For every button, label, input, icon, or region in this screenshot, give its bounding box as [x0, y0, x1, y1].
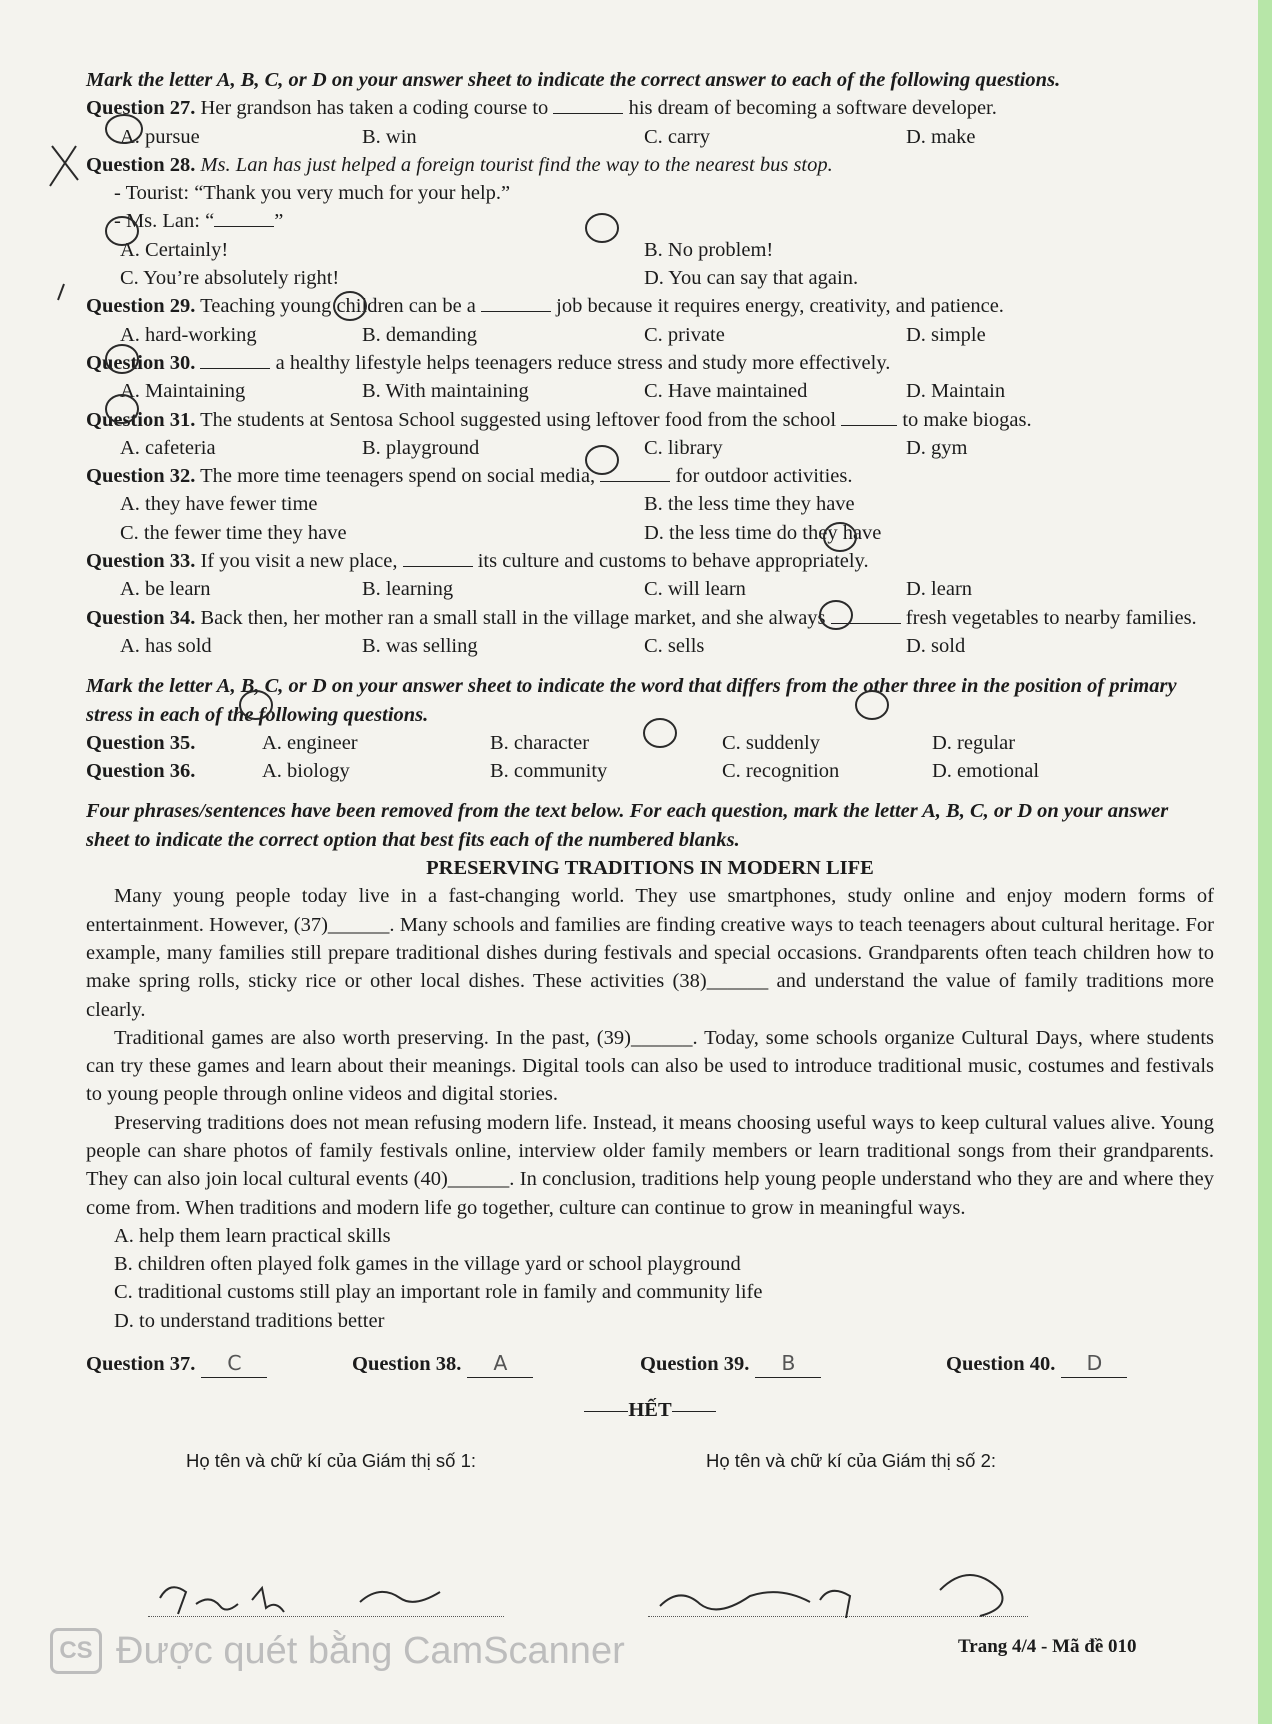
option-a[interactable]: A. hard-working: [120, 323, 257, 346]
camscanner-icon: CS: [50, 1628, 102, 1674]
dialogue-line-1: - Tourist: “Thank you very much for your help.”: [114, 182, 511, 205]
question-stem: Ms. Lan has just helped a foreign tourist find the way to the nearest bus stop.: [200, 153, 833, 176]
question-label: Question 31.: [86, 408, 196, 431]
answer-blank: [553, 95, 623, 114]
option-b[interactable]: B. win: [362, 125, 417, 148]
choice-c: C. traditional customs still play an important role in family and community life: [114, 1281, 763, 1304]
options-34: [86, 632, 1214, 660]
answer-37: [86, 1349, 352, 1378]
option-b[interactable]: B. learning: [362, 578, 454, 601]
question-stem: Teaching young children can be a: [200, 295, 476, 318]
option-b[interactable]: B. playground: [362, 436, 480, 459]
question-stem-end: its culture and customs to behave appropriately.: [477, 550, 869, 573]
question-label: Question 34.: [86, 606, 196, 629]
answer-blank: [481, 293, 551, 312]
page-edge: [1258, 0, 1272, 1724]
option-b[interactable]: B. character: [490, 731, 590, 754]
question-33: [86, 547, 1214, 575]
passage-title: PRESERVING TRADITIONS IN MODERN LIFE: [426, 857, 874, 880]
options-32-row2: [86, 519, 1214, 547]
dialogue-line-2: [86, 207, 1214, 235]
answer-blank: [214, 208, 274, 227]
question-label: Question 29.: [86, 295, 196, 318]
option-a[interactable]: A. Maintaining: [120, 380, 246, 403]
camscanner-watermark: [50, 1628, 625, 1674]
answer-39: [640, 1349, 946, 1378]
option-c[interactable]: C. recognition: [722, 760, 840, 783]
options-28-row1: [86, 236, 1214, 264]
options-28-row2: [86, 264, 1214, 292]
answer-label: Question 40.: [946, 1353, 1056, 1376]
answer-value[interactable]: C: [201, 1349, 267, 1378]
question-stem: Back then, her mother ran a small stall in the village market, and she always: [200, 606, 826, 629]
question-stem-end: job because it requires energy, creativity, and patience.: [556, 295, 1004, 318]
exam-page: [86, 66, 1214, 1475]
question-stem: The students at Sentosa School suggested using leftover food from the school: [200, 408, 837, 431]
question-label: Question 33.: [86, 550, 196, 573]
passage-paragraph-2: Traditional games are also worth preserving. In the past, (39)______. Today, some schools organize Cultural Days, where students can try these games and learn about their meanings. Digital tools can also be used to introduce traditional music, costumes and festivals to young people through online videos and digital stories.: [86, 1026, 1214, 1106]
question-34: [86, 604, 1214, 632]
option-d[interactable]: D. Maintain: [906, 380, 1006, 403]
question-stem-end: for outdoor activities.: [675, 465, 853, 488]
question-stem: Her grandson has taken a coding course to: [200, 97, 549, 120]
option-a[interactable]: A. biology: [262, 760, 350, 783]
options-27: [86, 123, 1214, 151]
examiner-1-label: Họ tên và chữ kí của Giám thị số 1:: [186, 1449, 477, 1471]
camscanner-text: Được quét bằng CamScanner: [116, 1629, 625, 1672]
option-d[interactable]: D. simple: [906, 323, 986, 346]
answer-value[interactable]: A: [467, 1349, 533, 1378]
answer-blank: [841, 407, 897, 426]
option-c[interactable]: C. the fewer time they have: [120, 521, 347, 544]
question-36: [86, 757, 1214, 785]
answer-38: [352, 1349, 640, 1378]
question-30: [86, 349, 1214, 377]
question-label: Question 28.: [86, 153, 196, 176]
passage-paragraph-1: Many young people today live in a fast-changing world. They use smartphones, study online and enjoy modern forms of entertainment. However, (37)______. Many schools and families are finding creative ways to teach teenagers about cultural heritage. For example, many families still prepare traditional dishes during festivals and special occasions. Grandparents often teach children how to make spring rolls, sticky rice or other local dishes. These activities (38)______ and understand the value of family traditions more clearly.: [86, 885, 1214, 1021]
answer-blank: [831, 605, 901, 624]
question-label: Question 36.: [86, 760, 196, 783]
answer-value[interactable]: B: [755, 1349, 821, 1378]
signature-1-scribble: [160, 1587, 440, 1614]
options-31: [86, 434, 1214, 462]
option-c[interactable]: C. library: [644, 436, 723, 459]
option-c[interactable]: C. Have maintained: [644, 380, 808, 403]
examiner-2-label: Họ tên và chữ kí của Giám thị số 2:: [706, 1449, 997, 1471]
option-b[interactable]: B. No problem!: [644, 238, 774, 261]
question-35: [86, 729, 1214, 757]
question-label: Question 35.: [86, 731, 196, 754]
option-b[interactable]: B. the less time they have: [644, 493, 855, 516]
answer-blank: [600, 463, 670, 482]
option-a[interactable]: A. be learn: [120, 578, 211, 601]
answer-value[interactable]: D: [1061, 1349, 1127, 1378]
end-dash-right: [672, 1411, 716, 1412]
choice-d: D. to understand traditions better: [114, 1309, 385, 1332]
option-d[interactable]: D. gym: [906, 436, 968, 459]
question-label: Question 30.: [86, 351, 196, 374]
end-marker: [86, 1396, 1214, 1424]
choice-b: B. children often played folk games in the village yard or school playground: [114, 1253, 741, 1276]
answer-label: Question 39.: [640, 1353, 750, 1376]
option-d[interactable]: D. the less time do they have: [644, 521, 882, 544]
answer-label: Question 37.: [86, 1353, 196, 1376]
option-a[interactable]: A. engineer: [262, 731, 358, 754]
question-32: [86, 462, 1214, 490]
end-dash-left: [584, 1411, 628, 1412]
dialogue-speaker: - Ms. Lan: “: [114, 210, 215, 233]
question-stem: The more time teenagers spend on social media,: [200, 465, 596, 488]
choice-a: A. help them learn practical skills: [114, 1224, 391, 1247]
signature-line-1: [148, 1616, 504, 1617]
option-a[interactable]: A. has sold: [120, 634, 212, 657]
signature-line-2: [648, 1616, 1028, 1617]
cross-mark: [50, 146, 78, 186]
answer-row: [86, 1349, 1214, 1378]
options-29: [86, 321, 1214, 349]
option-c[interactable]: C. carry: [644, 125, 711, 148]
option-a[interactable]: A. they have fewer time: [120, 493, 318, 516]
signature-labels: [86, 1447, 1214, 1475]
option-a[interactable]: A. pursue: [120, 125, 200, 148]
option-d[interactable]: D. regular: [932, 731, 1016, 754]
option-b[interactable]: B. was selling: [362, 634, 478, 657]
option-c[interactable]: C. You’re absolutely right!: [120, 267, 340, 290]
question-stem: If you visit a new place,: [200, 550, 398, 573]
passage-paragraph-3: Preserving traditions does not mean refusing modern life. Instead, it means choosing useful ways to keep cultural values alive. Young people can share photos of family festivals online, interview older family members or learn traditional songs from their grandparents. They can also join local cultural events (40)______. In conclusion, traditions help young people understand who they are and where they come from. When traditions and modern life go together, culture can continue to grow in meaningful ways.: [86, 1111, 1214, 1219]
answer-blank: [403, 548, 473, 567]
question-stem-end: to make biogas.: [902, 408, 1032, 431]
option-d[interactable]: D. emotional: [932, 760, 1040, 783]
option-a[interactable]: A. Certainly!: [120, 238, 229, 261]
options-30: [86, 377, 1214, 405]
option-a[interactable]: A. cafeteria: [120, 436, 216, 459]
question-27: [86, 94, 1214, 122]
option-d[interactable]: D. make: [906, 125, 976, 148]
option-c[interactable]: C. will learn: [644, 578, 746, 601]
option-b[interactable]: B. community: [490, 760, 608, 783]
option-b[interactable]: B. demanding: [362, 323, 478, 346]
question-stem-end: fresh vegetables to nearby families.: [905, 606, 1197, 629]
question-stem-end: a healthy lifestyle helps teenagers reduce stress and study more effectively.: [275, 351, 891, 374]
section1-instruction: Mark the letter A, B, C, or D on your answer sheet to indicate the correct answer to each of the following questions.: [86, 69, 1061, 91]
option-c[interactable]: C. suddenly: [722, 731, 820, 754]
option-d[interactable]: D. sold: [906, 634, 966, 657]
answer-label: Question 38.: [352, 1353, 462, 1376]
question-label: Question 27.: [86, 97, 196, 120]
option-b[interactable]: B. With maintaining: [362, 380, 529, 403]
option-c[interactable]: C. sells: [644, 634, 705, 657]
option-c[interactable]: C. private: [644, 323, 725, 346]
section2-instruction: Mark the letter A, B, C, or D on your answer sheet to indicate the word that differs from the other three in the position of primary stress in each of the following questions.: [86, 675, 1177, 726]
question-28: [86, 151, 1214, 179]
option-d[interactable]: D. You can say that again.: [644, 267, 859, 290]
options-32-row1: [86, 490, 1214, 518]
end-text: HẾT: [628, 1399, 672, 1422]
dialogue-close-quote: ”: [274, 210, 284, 233]
answer-40: [946, 1349, 1127, 1378]
tick-mark: [58, 284, 64, 300]
question-label: Question 32.: [86, 465, 196, 488]
section3-instruction: Four phrases/sentences have been removed from the text below. For each question, mark the letter A, B, C, or D on your answer sheet to indicate the correct option that best fits each of the numbered blanks.: [86, 800, 1169, 851]
question-31: [86, 406, 1214, 434]
option-d[interactable]: D. learn: [906, 578, 973, 601]
question-29: [86, 292, 1214, 320]
options-33: [86, 575, 1214, 603]
signature-2-scribble: [660, 1575, 1003, 1618]
question-stem-end: his dream of becoming a software developer.: [628, 97, 997, 120]
page-footer: Trang 4/4 - Mã đề 010: [958, 1636, 1137, 1657]
answer-blank: [200, 350, 270, 369]
